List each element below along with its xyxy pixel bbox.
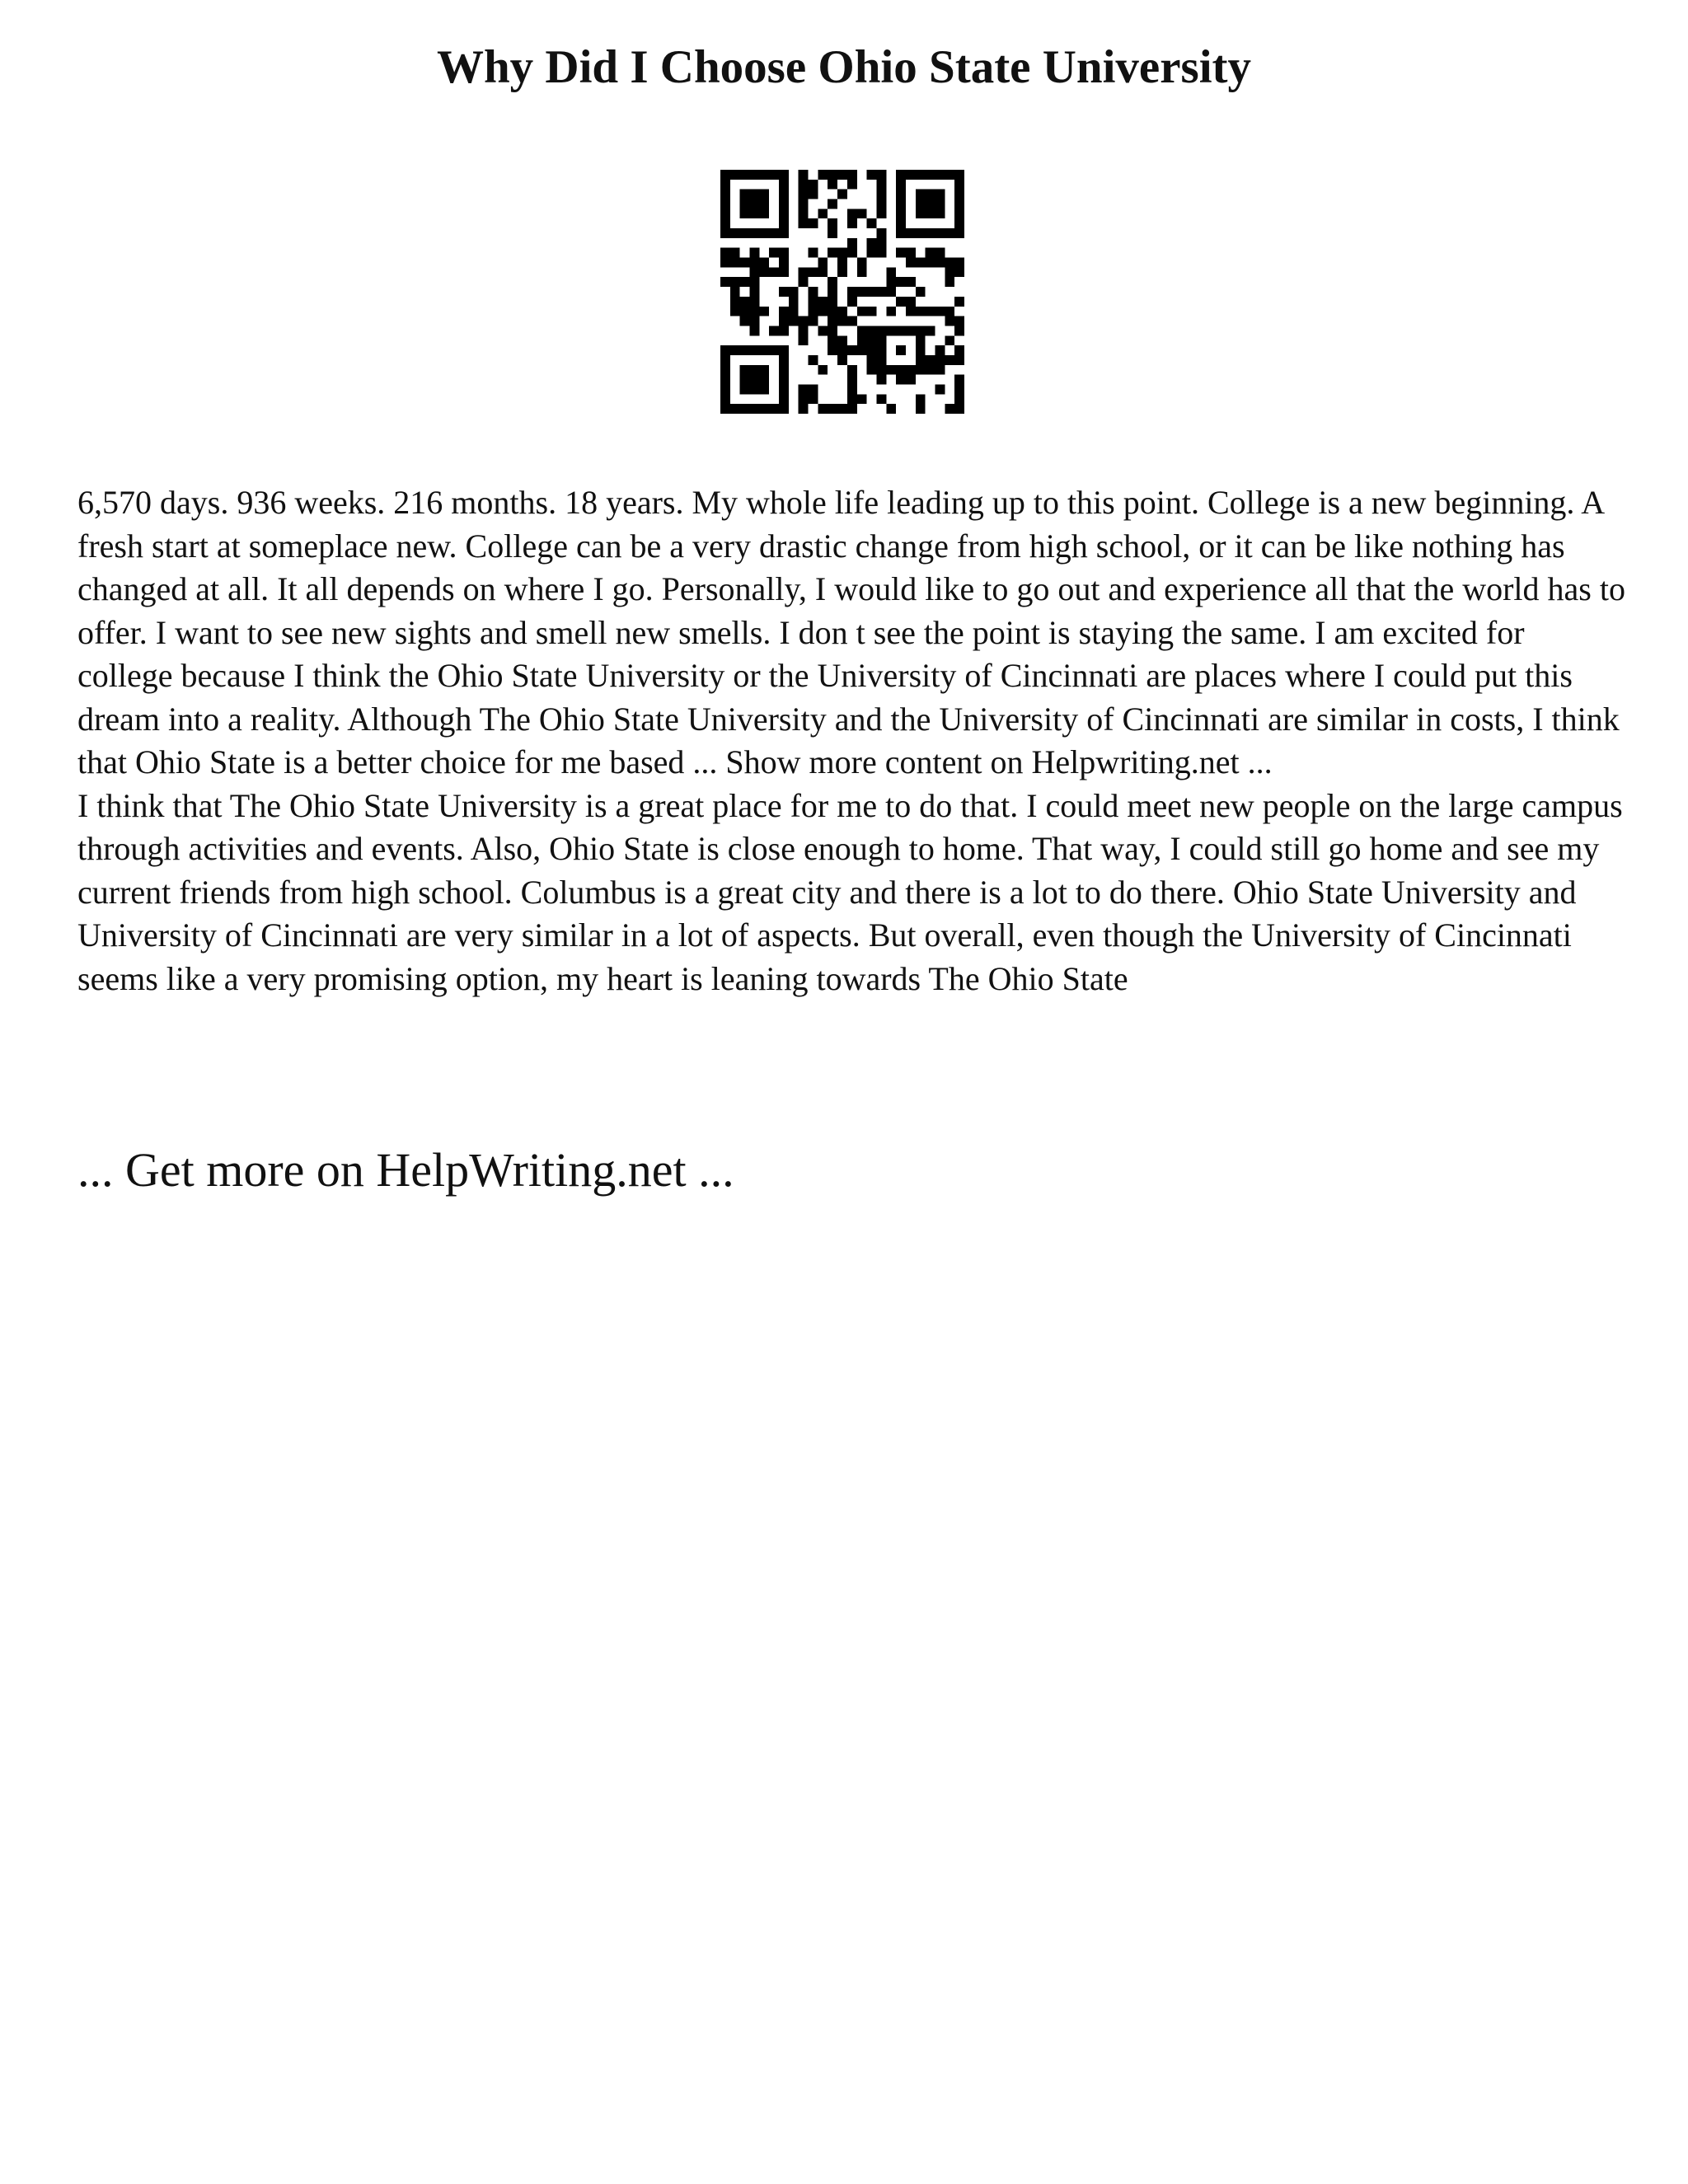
article-body: [77, 481, 1627, 1001]
qr-code-icon: [720, 170, 964, 414]
page-title: Why Did I Choose Ohio State University: [436, 41, 1252, 93]
paragraph-2: I think that The Ohio State University is a great place for me to do that. I could meet new people on the large campus through activities and events. Also, Ohio State is close enough to home. That way, I could still go home and see my current friends from high school. Columbus is a great city and there is a lot to do there. Ohio State University and University of Cincinnati are very similar in a lot of aspects. But overall, even though the University of Cincinnati seems like a very promising option, my heart is leaning towards The Ohio State: [77, 786, 1623, 997]
paragraph-1: 6,570 days. 936 weeks. 216 months. 18 years. My whole life leading up to this point. College is a new beginning. A fresh start at someplace new. College can be a very drastic change from high school, or it can be like nothing has changed at all. It all depends on where I go. Personally, I would like to go out and experience all that the world has to offer. I want to see new sights and smell new smells. I don t see the point is staying the same. I am excited for college because I think the Ohio State University or the University of Cincinnati are places where I could put this dream into a reality. Although The Ohio State University and the University of Cincinnati are similar in costs, I think that Ohio State is a better choice for me based ... Show more content on Helpwriting.net ...: [77, 484, 1625, 780]
get-more-link[interactable]: ... Get more on HelpWriting.net ...: [77, 1143, 734, 1197]
